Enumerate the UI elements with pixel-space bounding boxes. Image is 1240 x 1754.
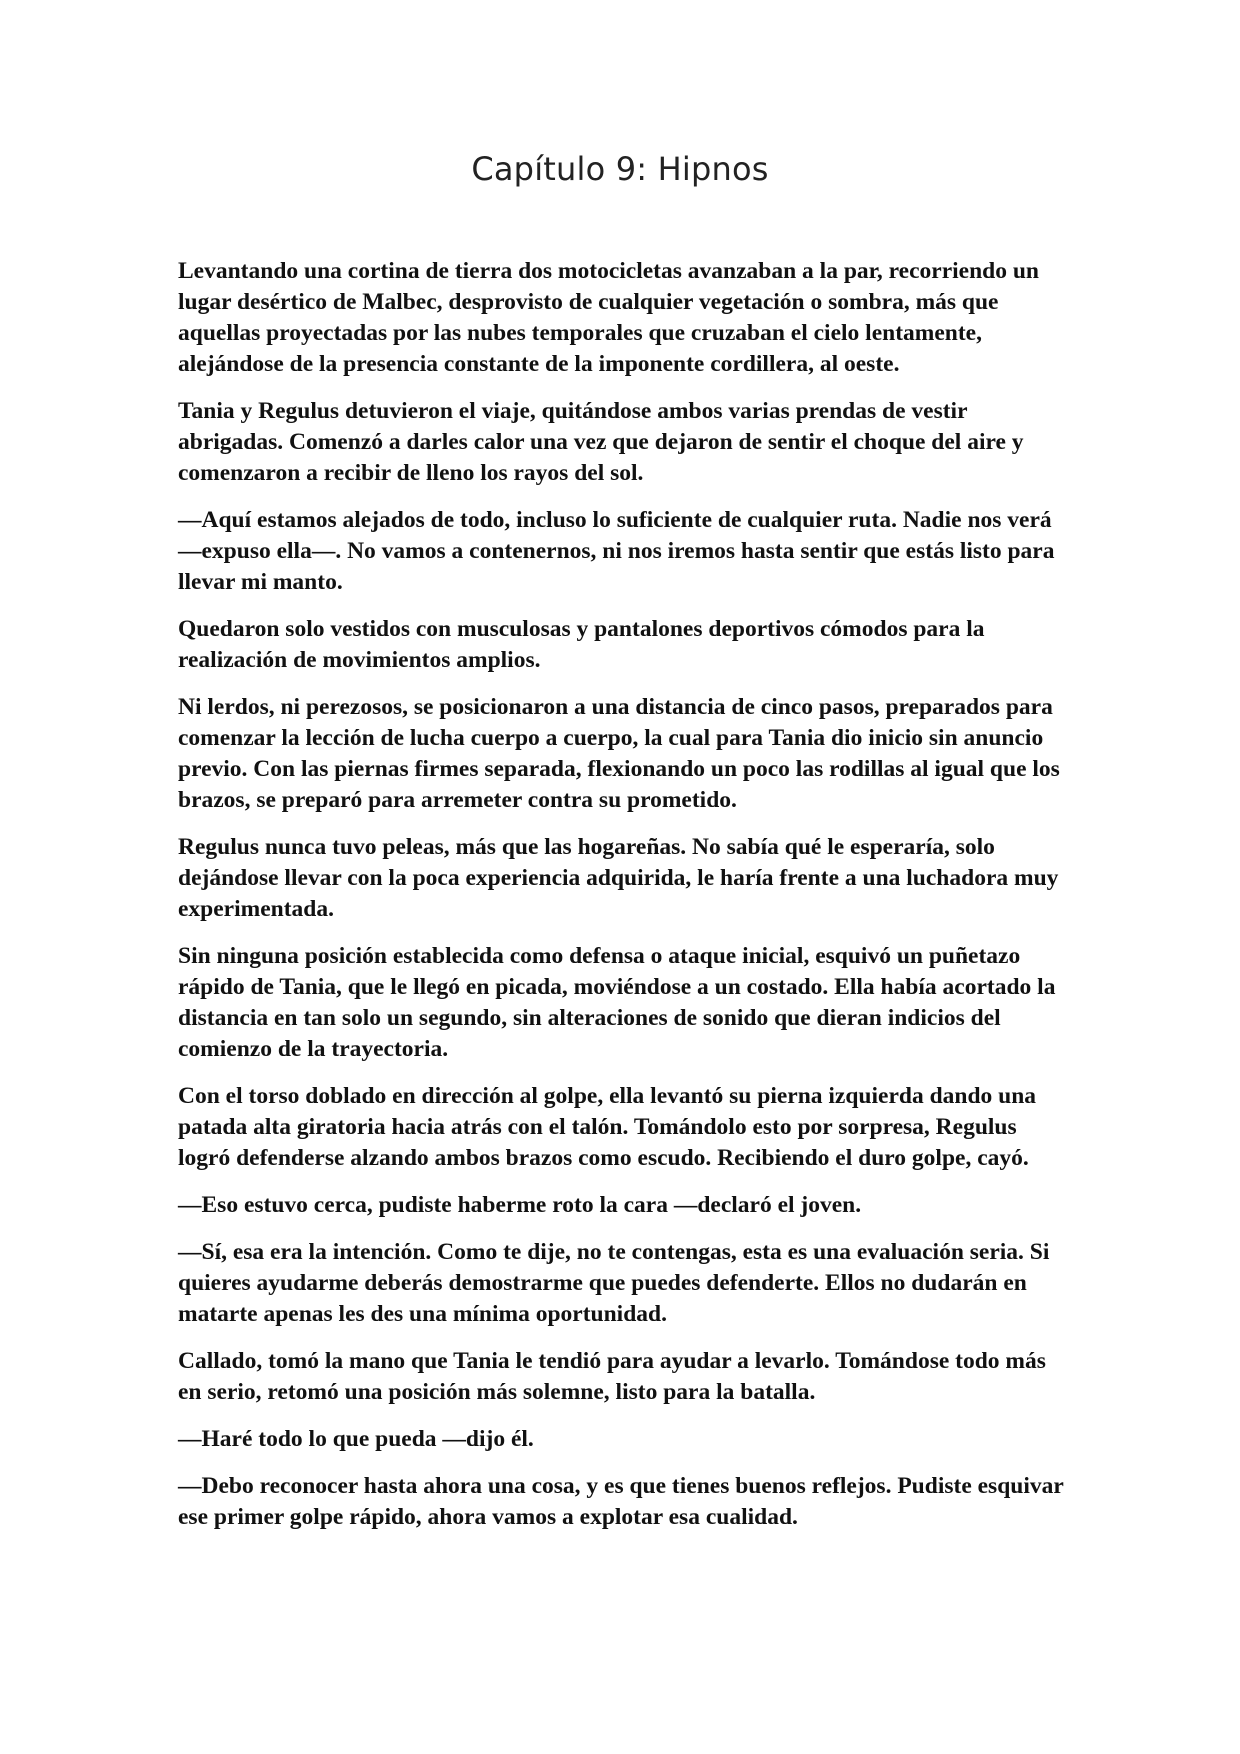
paragraph: —Haré todo lo que pueda —dijo él. [178, 1426, 534, 1452]
paragraph: —Eso estuvo cerca, pudiste haberme roto la cara —declaró el joven. [178, 1192, 862, 1218]
paragraph: Sin ninguna posición establecida como defensa o ataque inicial, esquivó un puñetazo rápido de Tania, que le llegó en picada, moviéndose a un costado. Ella había acortado la distancia en tan solo un segundo, sin alteraciones de sonido que dieran indicios del comienzo de la trayectoria. [178, 943, 1056, 1062]
paragraph: Callado, tomó la mano que Tania le tendió para ayudar a levarlo. Tomándose todo más en serio, retomó una posición más solemne, listo para la batalla. [178, 1348, 1046, 1405]
paragraph: Quedaron solo vestidos con musculosas y pantalones deportivos cómodos para la realización de movimientos amplios. [178, 616, 985, 673]
chapter-title: Capítulo 9: Hipnos [471, 150, 769, 188]
paragraph: Levantando una cortina de tierra dos motocicletas avanzaban a la par, recorriendo un lugar desértico de Malbec, desprovisto de cualquier vegetación o sombra, más que aquellas proyectadas por las nubes temporales que cruzaban el cielo lentamente, alejándose de la presencia constante de la imponente cordillera, al oeste. [178, 258, 1039, 377]
paragraph: Regulus nunca tuvo peleas, más que las hogareñas. No sabía qué le esperaría, solo dejándose llevar con la poca experiencia adquirida, le haría frente a una luchadora muy experimentada. [178, 834, 1059, 922]
chapter-body [178, 256, 1074, 1549]
paragraph: Ni lerdos, ni perezosos, se posicionaron a una distancia de cinco pasos, preparados para comenzar la lección de lucha cuerpo a cuerpo, la cual para Tania dio inicio sin anuncio previo. Con las piernas firmes separada, flexionando un poco las rodillas al igual que los brazos, se preparó para arremeter contra su prometido. [178, 694, 1060, 813]
paragraph: —Aquí estamos alejados de todo, incluso lo suficiente de cualquier ruta. Nadie nos verá —expuso ella—. No vamos a contenernos, ni nos iremos hasta sentir que estás listo para llevar mi manto. [178, 507, 1055, 595]
paragraph: Con el torso doblado en dirección al golpe, ella levantó su pierna izquierda dando una patada alta giratoria hacia atrás con el talón. Tomándolo esto por sorpresa, Regulus logró defenderse alzando ambos brazos como escudo. Recibiendo el duro golpe, cayó. [178, 1083, 1037, 1171]
paragraph: —Debo reconocer hasta ahora una cosa, y es que tienes buenos reflejos. Pudiste esquivar ese primer golpe rápido, ahora vamos a explotar esa cualidad. [178, 1473, 1064, 1530]
paragraph: Tania y Regulus detuvieron el viaje, quitándose ambos varias prendas de vestir abrigadas. Comenzó a darles calor una vez que dejaron de sentir el choque del aire y comenzaron a recibir de lleno los rayos del sol. [178, 398, 1024, 486]
paragraph: —Sí, esa era la intención. Como te dije, no te contengas, esta es una evaluación seria. Si quieres ayudarme deberás demostrarme que puedes defenderte. Ellos no dudarán en matarte apenas les des una mínima oportunidad. [178, 1239, 1050, 1327]
